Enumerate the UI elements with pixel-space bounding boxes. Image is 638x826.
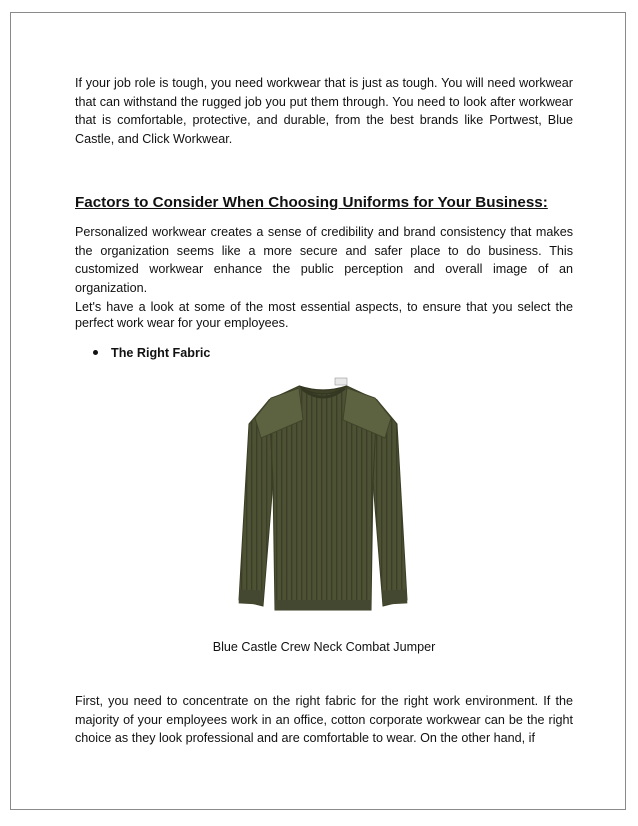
image-caption: Blue Castle Crew Neck Combat Jumper <box>212 640 436 654</box>
fabric-paragraph: First, you need to concentrate on the right fabric for the right work environment. If the majority of your employees work in an office, cotton corporate workwear can be the right choice as they look professional and are comfortable to wear. On the other hand, if <box>75 694 573 746</box>
section-heading: Factors to Consider When Choosing Uniforms for Your Business: <box>75 194 548 211</box>
personalized-paragraph: Personalized workwear creates a sense of credibility and brand consistency that makes the organization seems like a more secure and safer place to do business. This customized workwear enhance the public perception and overall image of an organization. <box>75 225 573 295</box>
hem <box>275 600 371 610</box>
right-cuff <box>383 589 408 604</box>
left-cuff <box>239 589 264 604</box>
garment-tag <box>335 378 347 385</box>
document-page <box>10 12 626 810</box>
aspects-paragraph: Let's have a look at some of the most essential aspects, to ensure that you select the perfect work wear for your employees. <box>75 300 573 330</box>
bullet-icon <box>93 350 98 355</box>
bullet-item-right-fabric <box>93 346 210 360</box>
bullet-label: The Right Fabric <box>111 346 211 360</box>
jumper-image <box>231 372 415 622</box>
intro-paragraph: If your job role is tough, you need workwear that is just as tough. You will need workwear that can withstand the rugged job you put them through. You need to look after workwear that is comfortable, protective, and durable, from the best brands like Portwest, Blue Castle, and Click Workwear. <box>75 76 573 146</box>
